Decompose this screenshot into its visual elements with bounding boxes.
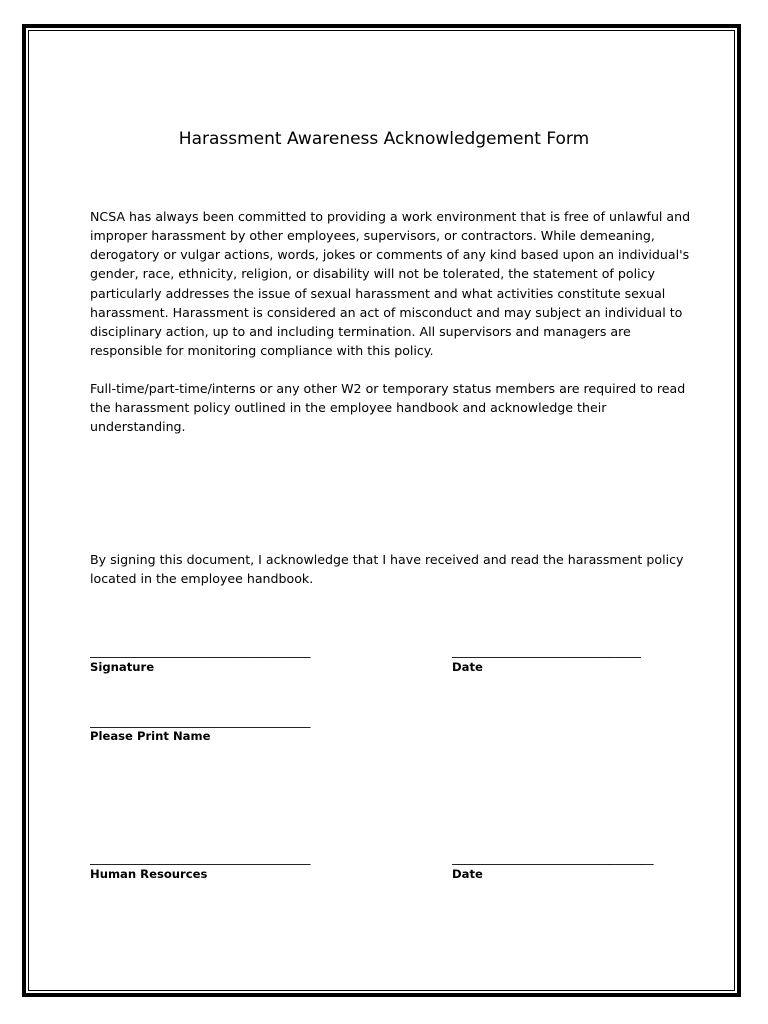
- acknowledgement-line: By signing this document, I acknowledge that I have received and read the harassment policy: [90, 552, 684, 567]
- acknowledgement-paragraph: [90, 550, 690, 588]
- policy-paragraph: [90, 207, 690, 360]
- hr-date-line[interactable]: ________________________________: [452, 850, 654, 865]
- requirement-paragraph: [90, 379, 690, 436]
- policy-line: responsible for monitoring compliance with this policy.: [90, 343, 434, 359]
- policy-line: disciplinary action, up to and including termination. All supervisors and managers are: [90, 323, 631, 339]
- print-name-line[interactable]: ___________________________________: [90, 713, 311, 728]
- signature-line[interactable]: ___________________________________: [90, 643, 311, 658]
- policy-line: gender, race, ethnicity, religion, or disability will not be tolerated, the statement of policy: [90, 266, 655, 282]
- policy-line: improper harassment by other employees, supervisors, or contractors. While demeaning,: [90, 228, 655, 244]
- requirement-line: the harassment policy outlined in the employee handbook and acknowledge their: [90, 400, 607, 416]
- policy-line: NCSA has always been committed to providing a work environment that is free of unlawful and: [90, 209, 691, 224]
- policy-line: particularly addresses the issue of sexual harassment and what activities constitute sexual: [90, 285, 666, 301]
- date-label: Date: [452, 660, 483, 674]
- human-resources-label: Human Resources: [90, 867, 208, 881]
- hr-date-label: Date: [452, 867, 483, 881]
- requirement-line: Full-time/part-time/interns or any other W2 or temporary status members are required to read: [90, 381, 686, 396]
- hr-signature-line[interactable]: ___________________________________: [90, 850, 311, 865]
- page-border-inner: [28, 30, 735, 991]
- requirement-line: understanding.: [90, 419, 186, 435]
- print-name-label: Please Print Name: [90, 729, 211, 743]
- acknowledgement-line: located in the employee handbook.: [90, 571, 314, 587]
- form-title: Harassment Awareness Acknowledgement Form: [178, 129, 590, 149]
- policy-line: derogatory or vulgar actions, words, jokes or comments of any kind based upon an individual's: [90, 247, 690, 263]
- policy-line: harassment. Harassment is considered an act of misconduct and may subject an individual to: [90, 304, 683, 320]
- signature-label: Signature: [90, 660, 155, 674]
- date-line[interactable]: ______________________________: [452, 643, 641, 658]
